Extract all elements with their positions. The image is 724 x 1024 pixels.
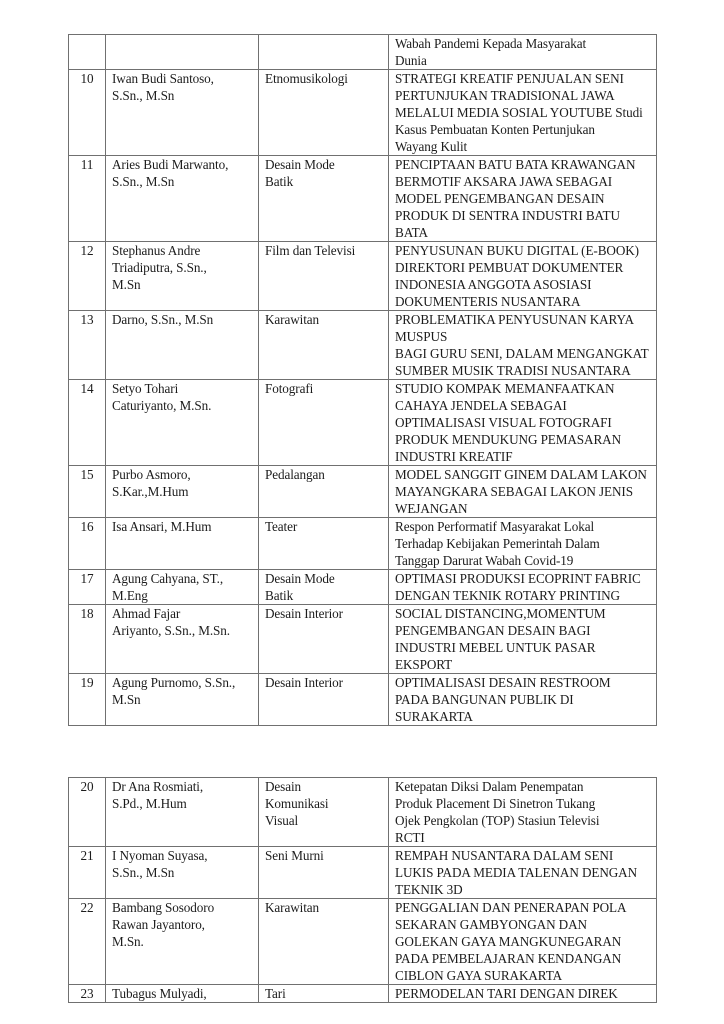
row-number: 17 — [69, 570, 106, 605]
table-row — [69, 242, 657, 311]
researcher-name: Purbo Asmoro, S.Kar.,M.Hum — [106, 466, 259, 518]
research-title: PROBLEMATIKA PENYUSUNAN KARYA MUSPUS BAGI GURU SENI, DALAM MENGANGKAT SUMBER MUSIK TRADISI NUSANTARA — [389, 311, 657, 380]
researcher-name: I Nyoman Suyasa, S.Sn., M.Sn — [106, 847, 259, 899]
study-program: Teater — [259, 518, 389, 570]
study-program: Karawitan — [259, 899, 389, 985]
study-program: Seni Murni — [259, 847, 389, 899]
study-program: Desain Komunikasi Visual — [259, 778, 389, 847]
study-program: Desain Mode Batik — [259, 156, 389, 242]
researcher-name: Darno, S.Sn., M.Sn — [106, 311, 259, 380]
row-number: 18 — [69, 605, 106, 674]
researcher-name: Stephanus Andre Triadiputra, S.Sn., M.Sn — [106, 242, 259, 311]
researcher-name — [106, 35, 259, 70]
table-row — [69, 899, 657, 985]
research-title: MODEL SANGGIT GINEM DALAM LAKON MAYANGKARA SEBAGAI LAKON JENIS WEJANGAN — [389, 466, 657, 518]
row-number: 19 — [69, 674, 106, 726]
study-program: Desain Mode Batik — [259, 570, 389, 605]
row-number: 10 — [69, 70, 106, 156]
research-title: SOCIAL DISTANCING,MOMENTUM PENGEMBANGAN DESAIN BAGI INDUSTRI MEBEL UNTUK PASAR EKSPORT — [389, 605, 657, 674]
research-title: REMPAH NUSANTARA DALAM SENI LUKIS PADA MEDIA TALENAN DENGAN TEKNIK 3D — [389, 847, 657, 899]
table-row — [69, 518, 657, 570]
table-row — [69, 674, 657, 726]
researcher-name: Agung Cahyana, ST., M.Eng — [106, 570, 259, 605]
researcher-name: Iwan Budi Santoso, S.Sn., M.Sn — [106, 70, 259, 156]
research-title: OPTIMASI PRODUKSI ECOPRINT FABRIC DENGAN TEKNIK ROTARY PRINTING — [389, 570, 657, 605]
research-title: STUDIO KOMPAK MEMANFAATKAN CAHAYA JENDELA SEBAGAI OPTIMALISASI VISUAL FOTOGRAFI PRODUK MENDUKUNG PEMASARAN INDUSTRI KREATIF — [389, 380, 657, 466]
study-program: Desain Interior — [259, 674, 389, 726]
researcher-name: Setyo Tohari Caturiyanto, M.Sn. — [106, 380, 259, 466]
table-row — [69, 778, 657, 847]
study-program: Pedalangan — [259, 466, 389, 518]
table-row — [69, 466, 657, 518]
table-row — [69, 311, 657, 380]
row-number: 22 — [69, 899, 106, 985]
table-row — [69, 847, 657, 899]
table-row — [69, 35, 657, 70]
research-title: STRATEGI KREATIF PENJUALAN SENI PERTUNJUKAN TRADISIONAL JAWA MELALUI MEDIA SOSIAL YOUTUBE Studi Kasus Pembuatan Konten Pertunjukan Wayang Kulit — [389, 70, 657, 156]
row-number: 13 — [69, 311, 106, 380]
row-number: 15 — [69, 466, 106, 518]
row-number: 21 — [69, 847, 106, 899]
row-number: 14 — [69, 380, 106, 466]
row-number: 16 — [69, 518, 106, 570]
research-title: Respon Performatif Masyarakat Lokal Terhadap Kebijakan Pemerintah Dalam Tanggap Darurat Wabah Covid-19 — [389, 518, 657, 570]
research-title: Wabah Pandemi Kepada Masyarakat Dunia — [389, 35, 657, 70]
table-row — [69, 156, 657, 242]
table-row — [69, 70, 657, 156]
researcher-name: Agung Purnomo, S.Sn., M.Sn — [106, 674, 259, 726]
research-title: PENGGALIAN DAN PENERAPAN POLA SEKARAN GAMBYONGAN DAN GOLEKAN GAYA MANGKUNEGARAN PADA PEMBELAJARAN KENDANGAN CIBLON GAYA SURAKARTA — [389, 899, 657, 985]
research-list-table-continued — [68, 777, 657, 1003]
table-row — [69, 380, 657, 466]
row-number — [69, 35, 106, 70]
researcher-name: Dr Ana Rosmiati, S.Pd., M.Hum — [106, 778, 259, 847]
researcher-name: Bambang Sosodoro Rawan Jayantoro, M.Sn. — [106, 899, 259, 985]
researcher-name: Ahmad Fajar Ariyanto, S.Sn., M.Sn. — [106, 605, 259, 674]
researcher-name: Aries Budi Marwanto, S.Sn., M.Sn — [106, 156, 259, 242]
study-program: Desain Interior — [259, 605, 389, 674]
study-program: Etnomusikologi — [259, 70, 389, 156]
research-title: PENYUSUNAN BUKU DIGITAL (E-BOOK) DIREKTORI PEMBUAT DOKUMENTER INDONESIA ANGGOTA ASOSIASI DOKUMENTERIS NUSANTARA — [389, 242, 657, 311]
study-program: Film dan Televisi — [259, 242, 389, 311]
row-number: 11 — [69, 156, 106, 242]
research-title: PENCIPTAAN BATU BATA KRAWANGAN BERMOTIF AKSARA JAWA SEBAGAI MODEL PENGEMBANGAN DESAIN PRODUK DI SENTRA INDUSTRI BATU BATA — [389, 156, 657, 242]
research-title: PERMODELAN TARI DENGAN DIREK — [389, 985, 657, 1003]
study-program: Karawitan — [259, 311, 389, 380]
row-number: 23 — [69, 985, 106, 1003]
research-title: Ketepatan Diksi Dalam Penempatan Produk Placement Di Sinetron Tukang Ojek Pengkolan (TOP) Stasiun Televisi RCTI — [389, 778, 657, 847]
study-program: Tari — [259, 985, 389, 1003]
research-list-table — [68, 34, 657, 726]
table-row — [69, 605, 657, 674]
study-program — [259, 35, 389, 70]
row-number: 20 — [69, 778, 106, 847]
researcher-name: Isa Ansari, M.Hum — [106, 518, 259, 570]
table-row — [69, 985, 657, 1003]
study-program: Fotografi — [259, 380, 389, 466]
researcher-name: Tubagus Mulyadi, — [106, 985, 259, 1003]
table-row — [69, 570, 657, 605]
research-title: OPTIMALISASI DESAIN RESTROOM PADA BANGUNAN PUBLIK DI SURAKARTA — [389, 674, 657, 726]
row-number: 12 — [69, 242, 106, 311]
